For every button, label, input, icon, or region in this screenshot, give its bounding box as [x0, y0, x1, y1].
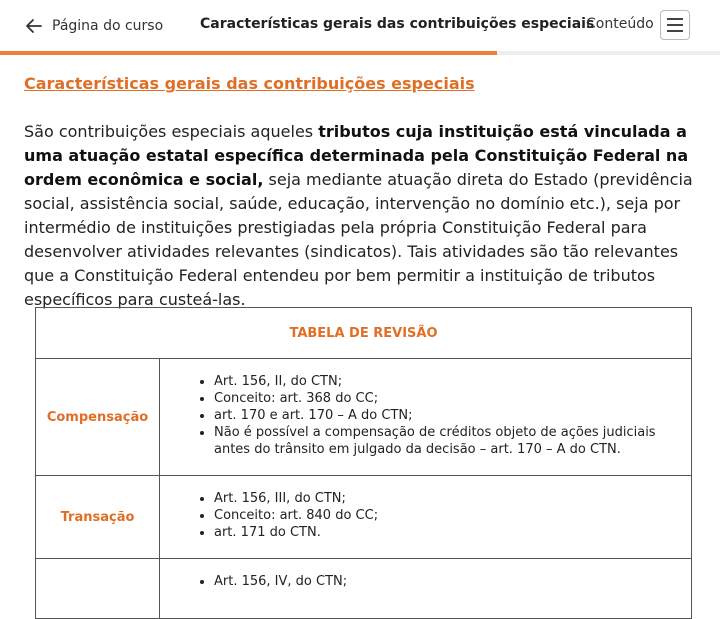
table-row	[36, 559, 692, 619]
table-row	[36, 476, 692, 559]
list-item: • Não é possível a compensação de créditos objeto de ações judiciais antes do trânsito em julgado da decisão – art. 170 – A do CTN.	[214, 424, 671, 458]
section-title: Características gerais das contribuições especiais	[24, 74, 475, 93]
arrow-left-icon	[24, 16, 44, 36]
hamburger-icon-line	[667, 24, 683, 26]
bullet-list	[188, 490, 671, 541]
row-label: Compensação	[36, 359, 160, 476]
row-label: Transação	[36, 476, 160, 559]
row-content	[160, 359, 692, 476]
list-item: • Art. 156, III, do CTN;	[214, 490, 671, 507]
paragraph-text: seja mediante atuação direta do Estado (previdência social, assistência social, saúde, educação, intervenção no domínio etc.), seja por intermédio de instituições prestigiadas pela própria Constituição Federal para desenvolver atividades relevantes (sindicatos). Tais atividades são tão relevantes que a Constituição Federal entendeu por bem permitir a instituição de tributos específicos para custeá-las.	[24, 170, 693, 309]
bullet-list	[188, 573, 671, 590]
paragraph-emphasis: tributos cuja instituição está vinculada a uma atuação estatal específica determinada pela Constituição Federal na ordem econômica e social,	[24, 122, 689, 189]
reading-progress-bar	[0, 51, 720, 55]
list-item: • art. 170 e art. 170 – A do CTN;	[214, 407, 671, 424]
list-item: • Art. 156, IV, do CTN;	[214, 573, 671, 590]
hamburger-icon-line	[667, 18, 683, 20]
contents-link[interactable]: Conteúdo	[586, 16, 654, 32]
list-item: • Art. 156, II, do CTN;	[214, 373, 671, 390]
review-table-header-row	[36, 308, 692, 359]
back-label: Página do curso	[52, 18, 164, 34]
review-table-title: TABELA DE REVISÃO	[36, 308, 692, 359]
menu-button[interactable]	[660, 10, 690, 40]
review-table	[35, 307, 692, 619]
bullet-list	[188, 373, 671, 458]
hamburger-icon-line	[667, 30, 683, 32]
row-label	[36, 559, 160, 619]
row-content	[160, 559, 692, 619]
list-item: • art. 171 do CTN.	[214, 524, 671, 541]
table-row	[36, 359, 692, 476]
list-item: • Conceito: art. 368 do CC;	[214, 390, 671, 407]
paragraph-text: São contribuições especiais aqueles	[24, 122, 319, 141]
reading-progress-fill	[0, 51, 497, 55]
row-content	[160, 476, 692, 559]
top-bar	[0, 0, 720, 52]
page-title: Características gerais das contribuições especiais	[200, 16, 595, 32]
intro-paragraph	[24, 120, 696, 312]
list-item: • Conceito: art. 840 do CC;	[214, 507, 671, 524]
back-to-course-link[interactable]	[24, 13, 163, 39]
